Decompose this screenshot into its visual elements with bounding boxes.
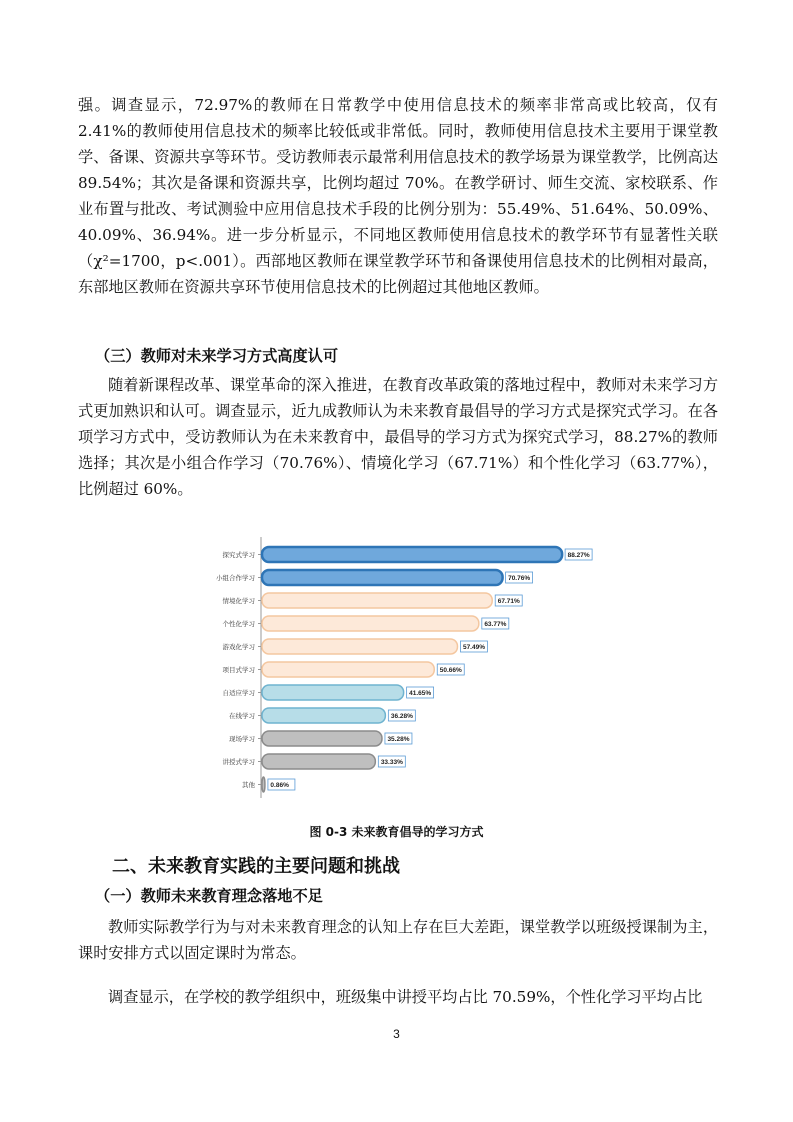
- learning-methods-bar-chart: [200, 533, 600, 813]
- category-label: 在线学习: [229, 712, 255, 720]
- value-label: 36.28%: [390, 713, 413, 720]
- category-label: 小组合作学习: [216, 574, 255, 582]
- category-label: 其他: [242, 781, 255, 789]
- bar: [262, 662, 434, 677]
- bar: [262, 754, 375, 769]
- bar: [262, 777, 265, 792]
- value-label: 41.65%: [409, 690, 432, 697]
- category-label: 讲授式学习: [222, 758, 255, 766]
- paragraph-teaching-gap: 教师实际教学行为与对未来教育理念的认知上存在巨大差距，课堂教学以班级授课制为主，课时安排方式以固定课时为常态。: [78, 918, 718, 962]
- value-label: 35.28%: [387, 736, 410, 743]
- paragraph-learning-methods: 随着新课程改革、课堂革命的深入推进，在教育改革政策的落地过程中，教师对未来学习方式更加熟识和认可。调查显示，近九成教师认为未来教育最倡导的学习方式是探究式学习。在各项学习方式中，受访教师认为在未来教育中，最倡导的学习方式为探究式学习，88.27%的教师选择；其次是小组合作学习（70.76%）、情境化学习（67.71%）和个性化学习（63.77%），比例超过 60%。: [78, 376, 718, 498]
- value-label: 57.49%: [462, 644, 486, 651]
- category-label: 个性化学习: [222, 620, 255, 628]
- bar: [262, 616, 479, 631]
- value-label: 70.76%: [508, 575, 531, 582]
- bar: [262, 708, 385, 723]
- category-label: 自适应学习: [222, 689, 255, 697]
- value-label: 67.71%: [497, 598, 520, 605]
- value-label: 33.33%: [380, 759, 403, 766]
- paragraph-class-organization: 调查显示，在学校的教学组织中，班级集中讲授平均占比 70.59%，个性化学习平均占比: [108, 988, 703, 1006]
- value-label: 88.27%: [567, 552, 590, 559]
- chapter-heading-problems: 二、未来教育实践的主要问题和挑战: [112, 856, 400, 877]
- paragraph-info-tech-usage: 强。调查显示，72.97%的教师在日常教学中使用信息技术的频率非常高或比较高，仅有 2.41%的教师使用信息技术的频率比较低或非常低。同时，教师使用信息技术主要用于课堂教学、备课、资源共享等环节。受访教师表示最常利用信息技术的教学场景为课堂教学，比例高达 89.54%；其次是备课和资源共享，比例均超过 70%。在教学研讨、师生交流、家校联系、作业布置与批改、考试测验中应用信息技术手段的比例分别为：55.49%、51.64%、50.09%、40.09%、36.94%。进一步分析显示，不同地区教师使用信息技术的教学环节有显著性关联（χ²=1700，p<.001）。西部地区教师在课堂教学环节和备课使用信息技术的比例相对最高，东部地区教师在资源共享环节使用信息技术的比例超过其他地区教师。: [78, 96, 718, 296]
- category-label: 现场学习: [229, 735, 255, 743]
- section-heading-learning-methods: （三）教师对未来学习方式高度认可: [95, 347, 338, 365]
- bar: [262, 547, 562, 562]
- bar: [262, 685, 404, 700]
- category-label: 游戏化学习: [222, 643, 255, 651]
- figure-caption: 图 0-3 未来教育倡导的学习方式: [309, 825, 484, 839]
- bar: [262, 731, 382, 746]
- bar: [262, 639, 457, 654]
- section-heading-concept-gap: （一）教师未来教育理念落地不足: [95, 887, 323, 905]
- bar: [262, 593, 492, 608]
- value-label: 50.66%: [439, 667, 462, 674]
- category-label: 项目式学习: [222, 666, 255, 674]
- value-label: 63.77%: [484, 621, 507, 628]
- category-label: 探究式学习: [222, 551, 255, 559]
- page-number: 3: [393, 1027, 400, 1041]
- bar: [262, 570, 503, 585]
- category-label: 情境化学习: [222, 597, 255, 605]
- value-label: 0.86%: [270, 782, 289, 789]
